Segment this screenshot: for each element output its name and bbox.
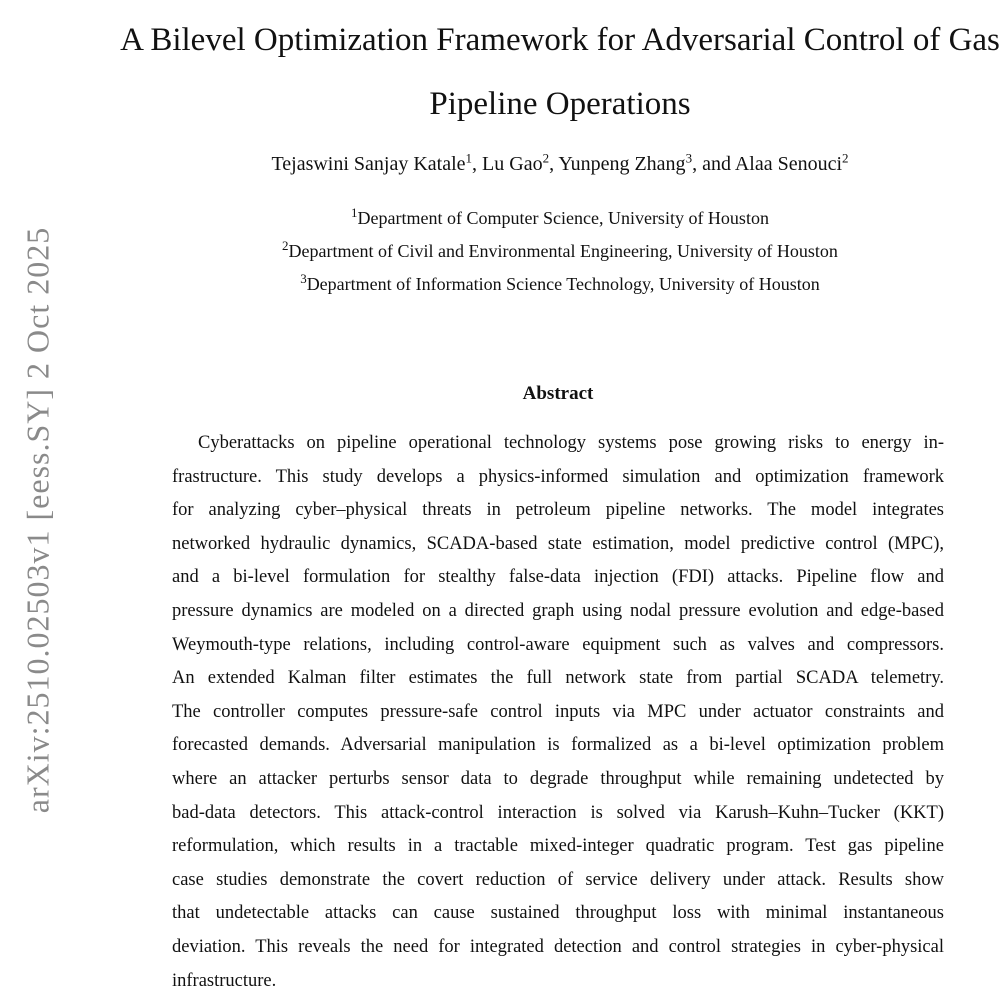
abstract-line: Cyberattacks on pipeline operational technology systems pose growing risks to energy in- — [198, 433, 944, 453]
author-affiliation-mark: 2 — [542, 150, 550, 166]
author-separator: , — [472, 153, 483, 175]
abstract-body — [172, 427, 944, 998]
author-list — [120, 150, 1000, 178]
author-affiliation-mark: 1 — [465, 150, 473, 166]
abstract-line: networked hydraulic dynamics, SCADA-based state estimation, model predictive control (MPC), — [172, 533, 944, 554]
author-affiliation-mark: 2 — [842, 150, 849, 166]
abstract-line: Weymouth-type relations, including control-aware equipment such as valves and compressors. — [172, 634, 944, 655]
abstract-line: case studies demonstrate the covert reduction of service delivery under attack. Results show — [172, 869, 944, 890]
affiliation-list — [120, 202, 1000, 301]
abstract-line: pressure dynamics are modeled on a directed graph using nodal pressure evolution and edge-based — [172, 600, 944, 621]
abstract-line: frastructure. This study develops a physics-informed simulation and optimization framework — [172, 466, 944, 487]
author-name: Lu Gao — [482, 153, 543, 175]
author-affiliation-mark: 3 — [685, 150, 693, 166]
paper-title — [120, 8, 1000, 136]
abstract-line: for analyzing cyber–physical threats in petroleum pipeline networks. The model integrates — [172, 500, 944, 521]
abstract-heading: Abstract — [522, 383, 594, 404]
abstract-line: infrastructure. — [172, 970, 277, 991]
affiliation — [120, 268, 1000, 301]
title-line: Pipeline Operations — [429, 86, 691, 122]
arxiv-identifier-text: arXiv:2510.02503v1 [eess.SY] 2 Oct 2025 — [19, 226, 56, 814]
author-separator: , — [549, 153, 559, 175]
abstract-line: where an attacker perturbs sensor data to degrade throughput while remaining undetected by — [172, 768, 944, 789]
abstract-line: forecasted demands. Adversarial manipulation is formalized as a bi-level optimization problem — [172, 735, 944, 756]
affiliation-mark: 2 — [282, 238, 289, 253]
affiliation — [120, 202, 1000, 235]
affiliation-mark: 1 — [351, 205, 358, 220]
affiliation-text: Department of Information Science Technology, University of Houston — [306, 274, 820, 294]
author-name: Tejaswini Sanjay Katale — [271, 153, 466, 175]
abstract-line: An extended Kalman filter estimates the full network state from partial SCADA telemetry. — [172, 668, 944, 689]
title-line: A Bilevel Optimization Framework for Adversarial Control of Gas — [120, 22, 1000, 58]
abstract-line: The controller computes pressure-safe control inputs via MPC under actuator constraints and — [172, 701, 944, 722]
affiliation-text: Department of Computer Science, University of Houston — [357, 208, 769, 228]
abstract-line: reformulation, which results in a tractable mixed-integer quadratic program. Test gas pipeline — [172, 836, 944, 857]
affiliation-text: Department of Civil and Environmental Engineering, University of Houston — [288, 241, 838, 261]
abstract-line: and a bi-level formulation for stealthy false-data injection (FDI) attacks. Pipeline flow and — [172, 567, 944, 588]
abstract-line: deviation. This reveals the need for integrated detection and control strategies in cyber-physical — [172, 936, 944, 957]
affiliation-mark: 3 — [300, 271, 307, 286]
author-name: Alaa Senouci — [734, 153, 843, 175]
author-separator: , and — [692, 153, 735, 175]
arxiv-identifier-stamp — [0, 0, 60, 1000]
author-name: Yunpeng Zhang — [558, 153, 686, 175]
abstract-line: that undetectable attacks can cause sustained throughput loss with minimal instantaneous — [172, 903, 944, 924]
affiliation — [120, 235, 1000, 268]
abstract-line: bad-data detectors. This attack-control interaction is solved via Karush–Kuhn–Tucker (KKT) — [172, 802, 944, 823]
